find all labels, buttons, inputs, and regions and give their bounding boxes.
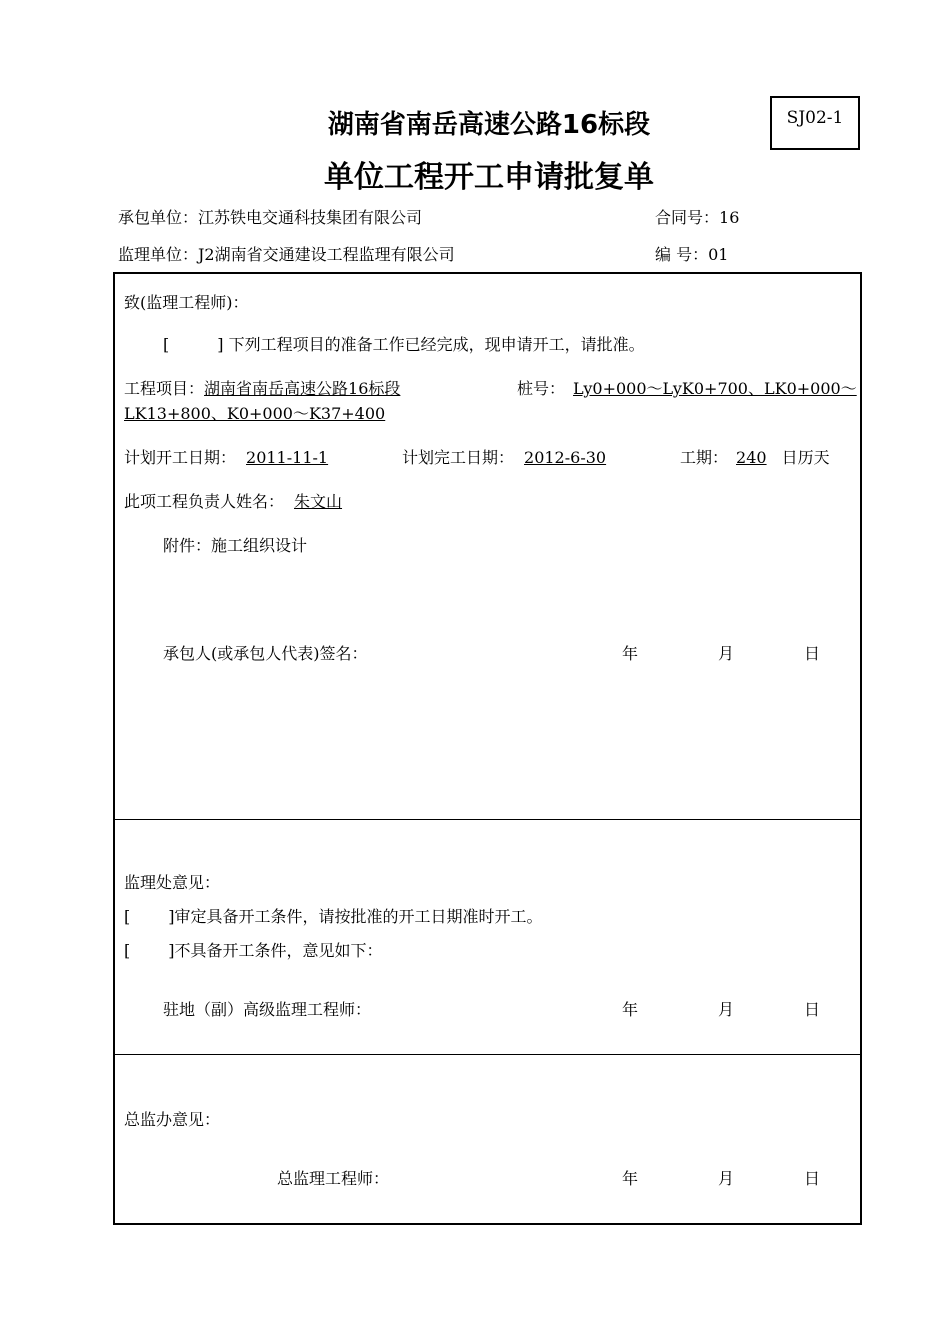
- project-value: 湖南省南岳高速公路16标段: [204, 379, 401, 398]
- section-divider: [115, 819, 860, 820]
- contractor-value: 江苏铁电交通科技集团有限公司: [198, 208, 423, 227]
- resident-year: 年: [622, 1000, 639, 1019]
- page-title: 湖南省南岳高速公路16标段: [327, 110, 651, 140]
- supervisor-row: [118, 242, 455, 265]
- resident-engineer-label: 驻地（副）高级监理工程师：: [163, 1000, 372, 1019]
- resident-day: 日: [804, 1000, 821, 1019]
- chief-month: 月: [718, 1169, 735, 1188]
- serial-row: [655, 242, 728, 265]
- attachment: 附件：施工组织设计: [163, 536, 308, 555]
- signature-month: 月: [718, 644, 735, 663]
- station-value-continued: LK13+800、K0+000～K37+400: [124, 404, 386, 423]
- manager-label: 此项工程负责人姓名：: [124, 492, 285, 511]
- contract-no-label: 合同号：: [655, 208, 720, 227]
- plan-end-value: 2012-6-30: [524, 448, 607, 467]
- option-approve-text: ]审定具备开工条件，请按批准的开工日期准时开工。: [168, 907, 543, 926]
- project-row: [124, 376, 420, 399]
- supervision-opinion-label: 监理处意见：: [124, 873, 221, 892]
- form-code-badge: SJ02-1: [770, 96, 860, 150]
- signature-day: 日: [804, 644, 821, 663]
- manager-row: [124, 489, 352, 512]
- form-title: 单位工程开工申请批复单: [324, 160, 654, 195]
- resident-month: 月: [718, 1000, 735, 1019]
- chief-year: 年: [622, 1169, 639, 1188]
- plan-start-label: 计划开工日期：: [124, 448, 237, 467]
- request-statement: 下列工程项目的准备工作已经完成，现申请开工，请批准。: [228, 335, 645, 354]
- section-divider: [115, 1054, 860, 1055]
- chief-day: 日: [804, 1169, 821, 1188]
- checkbox-approve[interactable]: [: [124, 907, 131, 926]
- plan-end-label: 计划完工日期：: [402, 448, 515, 467]
- station-label: 桩号：: [517, 379, 566, 398]
- approval-request-line: [163, 332, 645, 355]
- application-form: [113, 272, 862, 1225]
- chief-engineer-label: 总监理工程师：: [277, 1169, 390, 1188]
- serial-value: 01: [708, 245, 729, 264]
- supervisor-value: J2湖南省交通建设工程监理有限公司: [198, 245, 455, 264]
- signature-year: 年: [622, 644, 639, 663]
- contract-no-value: 16: [719, 208, 740, 227]
- station-row: [517, 376, 857, 399]
- supervision-option-reject: [124, 938, 383, 961]
- contractor-label: 承包单位：: [118, 208, 199, 227]
- duration-row: [680, 445, 830, 468]
- station-value: Ly0+000～LyK0+700、LK0+000～: [573, 379, 857, 398]
- serial-label: 编 号：: [655, 245, 709, 264]
- plan-start-row: [124, 445, 338, 468]
- contractor-signature-label: 承包人(或承包人代表)签名：: [163, 644, 368, 663]
- checkbox-close: ]: [217, 335, 224, 354]
- checkbox-reject[interactable]: [: [124, 941, 131, 960]
- contractor-row: [118, 205, 422, 228]
- plan-end-row: [402, 445, 616, 468]
- checkbox-open[interactable]: [: [163, 335, 170, 354]
- chief-opinion-label: 总监办意见：: [124, 1110, 221, 1129]
- contract-no-row: [655, 205, 739, 228]
- addressee: 致(监理工程师)：: [124, 293, 249, 312]
- manager-value: 朱文山: [294, 492, 343, 511]
- duration-label: 工期：: [680, 448, 729, 467]
- duration-value: 240: [736, 448, 767, 467]
- supervisor-label: 监理单位：: [118, 245, 199, 264]
- option-reject-text: ]不具备开工条件，意见如下：: [168, 941, 383, 960]
- duration-unit: 日历天: [781, 448, 830, 467]
- supervision-option-approve: [124, 904, 543, 927]
- plan-start-value: 2011-11-1: [246, 448, 329, 467]
- project-label: 工程项目：: [124, 379, 205, 398]
